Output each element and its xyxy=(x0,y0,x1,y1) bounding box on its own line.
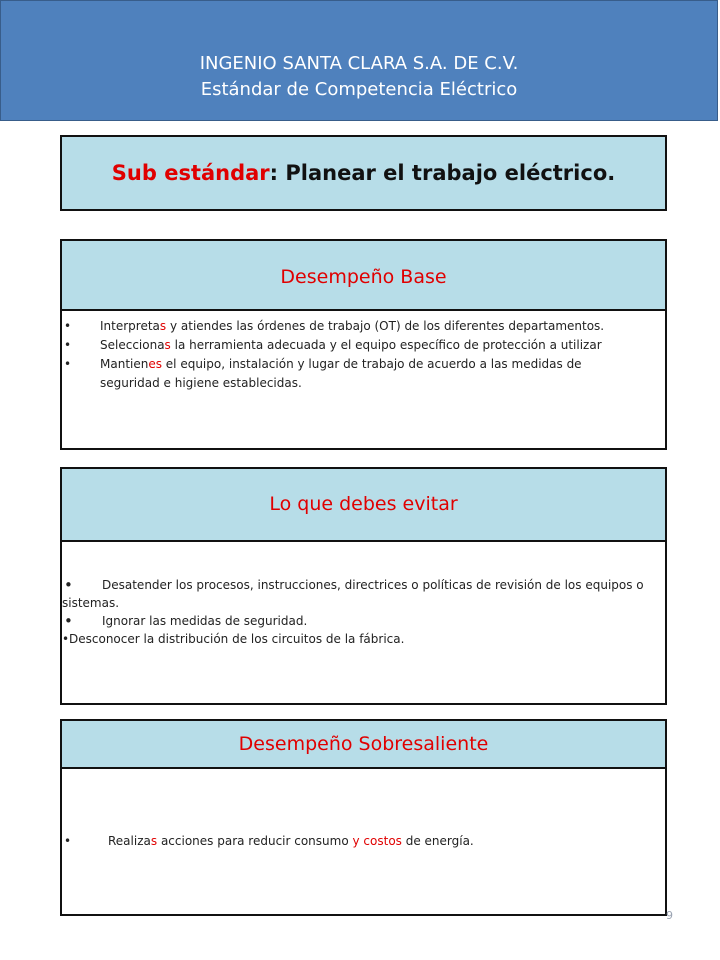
base-performance-title: Desempeño Base xyxy=(280,266,447,288)
list-item: • Ignorar las medidas de seguridad. xyxy=(64,612,308,630)
outstanding-performance-heading xyxy=(62,721,665,769)
avoid-heading xyxy=(62,469,665,542)
base-performance-list xyxy=(62,311,665,393)
avoid-box xyxy=(60,467,667,705)
substandard-separator: : xyxy=(269,161,286,185)
base-performance-box xyxy=(60,239,667,450)
substandard-heading xyxy=(62,137,665,209)
bullet-icon: • xyxy=(62,632,70,646)
bullet-icon: • xyxy=(64,834,72,848)
company-name: INGENIO SANTA CLARA S.A. DE C.V. xyxy=(199,53,519,74)
bullet-icon: • xyxy=(64,319,72,333)
standard-title: Estándar de Competencia Eléctrico xyxy=(200,79,518,100)
avoid-list xyxy=(62,542,665,648)
list-item: • Desatender los procesos, instrucciones, directrices o políticas de revisión de los equipos o sistemas. xyxy=(62,576,644,610)
outstanding-performance-list xyxy=(62,769,665,850)
list-item: • Realizas acciones para reducir consumo y costos de energía. xyxy=(64,834,474,848)
substandard-text: Planear el trabajo eléctrico. xyxy=(285,161,616,185)
page-number: 9 xyxy=(666,909,673,922)
bullet-icon: • xyxy=(64,357,72,371)
bullet-icon: • xyxy=(64,338,72,352)
avoid-title: Lo que debes evitar xyxy=(269,493,458,515)
bullet-icon: • xyxy=(64,576,73,594)
bullet-icon: • xyxy=(64,612,73,630)
base-performance-heading xyxy=(62,241,665,311)
header-banner xyxy=(0,0,718,121)
substandard-label: Sub estándar xyxy=(111,161,270,185)
outstanding-performance-box xyxy=(60,719,667,916)
list-item: • Seleccionas la herramienta adecuada y el equipo específico de protección a utilizar xyxy=(62,336,665,355)
outstanding-performance-title: Desempeño Sobresaliente xyxy=(238,733,489,755)
list-item: • Mantienes el equipo, instalación y lugar de trabajo de acuerdo a las medidas de seguridad e higiene establecidas. xyxy=(64,357,582,390)
substandard-box xyxy=(60,135,667,211)
list-item: • Desconocer la distribución de los circuitos de la fábrica. xyxy=(62,632,405,646)
list-item: • Interpretas y atiendes las órdenes de trabajo (OT) de los diferentes departamentos. xyxy=(62,317,665,336)
